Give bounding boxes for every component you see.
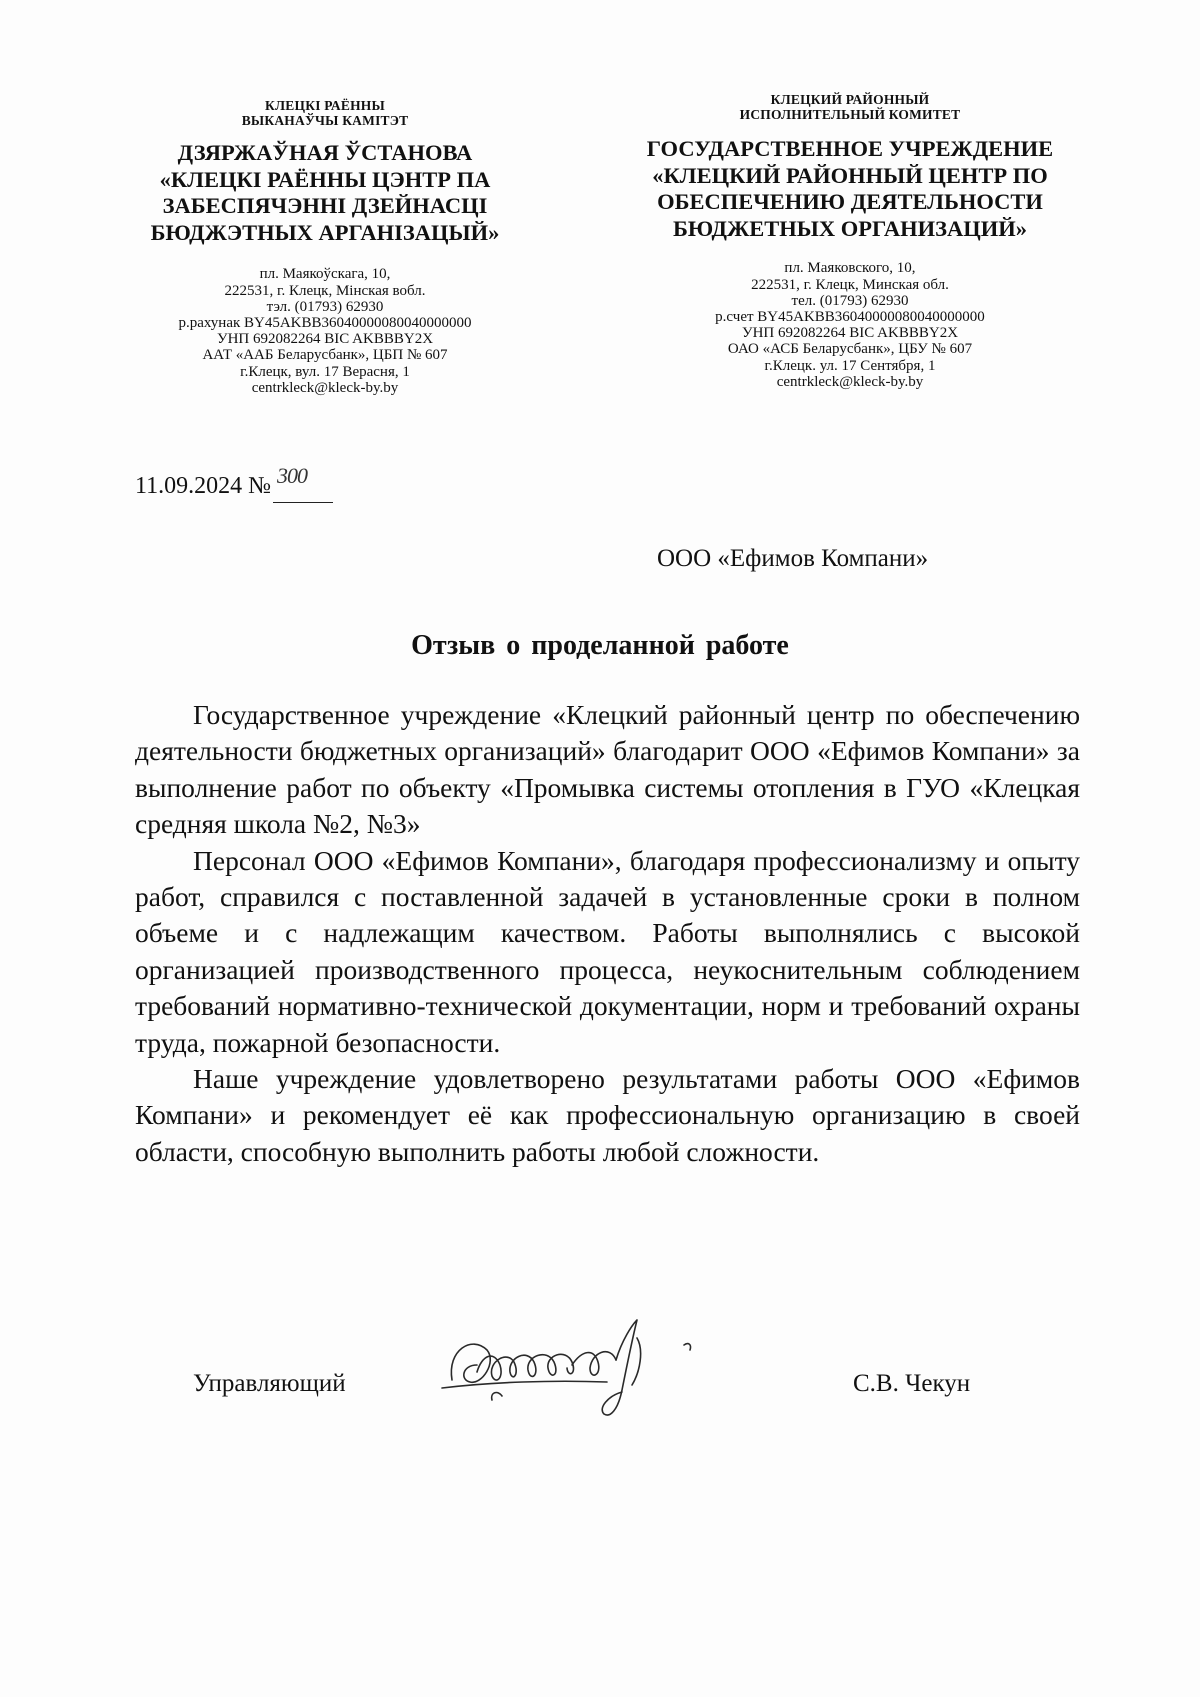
handwritten-number: 300: [277, 463, 308, 488]
org-line: БЮДЖЕТНЫХ ОРГАНИЗАЦИЙ»: [673, 215, 1027, 241]
organization-name-be: [110, 140, 540, 246]
signatory-name: С.В. Чекун: [853, 1370, 971, 1397]
org-line: ГОСУДАРСТВЕННОЕ УЧРЕЖДЕНИЕ: [646, 136, 1054, 162]
authority-line: КЛЕЦКІ РАЁННЫ: [265, 98, 385, 113]
contact-line: УНП 692082264 BIC AKBBBY2X: [216, 331, 434, 348]
contact-line: тел. (01793) 62930: [791, 292, 909, 309]
contact-line: ААТ «ААБ Беларусбанк», ЦБП № 607: [202, 347, 448, 364]
number-sign: №: [248, 473, 272, 499]
authority-line: КЛЕЦКИЙ РАЙОННЫЙ: [770, 92, 930, 107]
contact-email: centrkleck@kleck-by.by: [251, 379, 399, 396]
org-line: ЗАБЕСПЯЧЭННІ ДЗЕЙНАСЦІ: [162, 193, 488, 219]
body-paragraph: Государственное учреждение «Клецкий районный центр по обеспечению деятельности бюджетных организаций» благодарит ООО «Ефимов Компани» за выполнение работ по объекту «Промывка системы отопления в ГУО «Клецкая средняя школа №2, №3»: [135, 699, 1080, 840]
org-line: «КЛЕЦКІ РАЁННЫ ЦЭНТР ПА: [159, 166, 491, 192]
authority-name-be: [110, 98, 540, 128]
contact-line: пл. Маяковского, 10,: [784, 260, 916, 277]
number-field: [273, 463, 333, 503]
contact-line: г.Клецк. ул. 17 Сентября, 1: [764, 357, 936, 374]
contact-line: 222531, г. Клецк, Минская обл.: [751, 276, 949, 293]
contact-line: тэл. (01793) 62930: [266, 298, 384, 315]
authority-line: ИСПОЛНИТЕЛЬНЫЙ КОМИТЕТ: [739, 107, 961, 123]
addressee: ООО «Ефимов Компани»: [657, 545, 929, 572]
contact-line: 222531, г. Клецк, Мінская вобл.: [224, 282, 426, 299]
contact-line: р.рахунак BY45AKBB36040000080040000000: [178, 314, 472, 331]
org-line: «КЛЕЦКИЙ РАЙОННЫЙ ЦЕНТР ПО: [652, 162, 1048, 188]
handwritten-signature: [432, 1310, 752, 1430]
org-line: ДЗЯРЖАЎНАЯ ЎСТАНОВА: [177, 140, 473, 166]
letter-body: [135, 697, 1080, 1170]
signatory-position: Управляющий: [193, 1370, 346, 1397]
contact-line: ОАО «АСБ Беларусбанк», ЦБУ № 607: [727, 341, 973, 358]
contact-details-ru: [620, 260, 1080, 390]
contact-line: УНП 692082264 BIC AKBBBY2X: [741, 325, 959, 342]
contact-line: пл. Маякоўскага, 10,: [259, 266, 391, 283]
body-paragraph: Персонал ООО «Ефимов Компани», благодаря профессионализму и опыту работ, справился с поставленной задачей в установленные сроки в полном объеме и с надлежащим качеством. Работы выполнялись с высокой организацией производственного процесса, неукоснительным соблюдением требований нормативно-технической документации, норм и требований охраны труда, пожарной безопасности.: [135, 844, 1080, 1058]
authority-name-ru: [620, 92, 1080, 122]
body-paragraph: Наше учреждение удовлетворено результатами работы ООО «Ефимов Компани» и рекомендует её как профессиональную организацию в своей области, способную выполнить работы любой сложности.: [135, 1063, 1080, 1167]
letterhead-russian: [620, 92, 1080, 390]
contact-email: centrkleck@kleck-by.by: [776, 373, 924, 390]
letterhead-belarusian: [110, 98, 540, 396]
letter-date: 11.09.2024: [135, 473, 243, 499]
organization-name-ru: [620, 136, 1080, 242]
contact-details-be: [110, 266, 540, 396]
contact-line: р.счет BY45AKBB36040000080040000000: [715, 308, 985, 325]
org-line: ОБЕСПЕЧЕНИЮ ДЕЯТЕЛЬНОСТИ: [657, 189, 1043, 215]
org-line: БЮДЖЭТНЫХ АРГАНІЗАЦЫЙ»: [150, 219, 500, 245]
outgoing-date-number: [135, 463, 333, 501]
document-title: Отзыв о проделанной работе: [411, 630, 789, 661]
contact-line: г.Клецк, вул. 17 Верасня, 1: [240, 363, 410, 380]
authority-line: ВЫКАНАЎЧЫ КАМІТЭТ: [241, 113, 409, 129]
